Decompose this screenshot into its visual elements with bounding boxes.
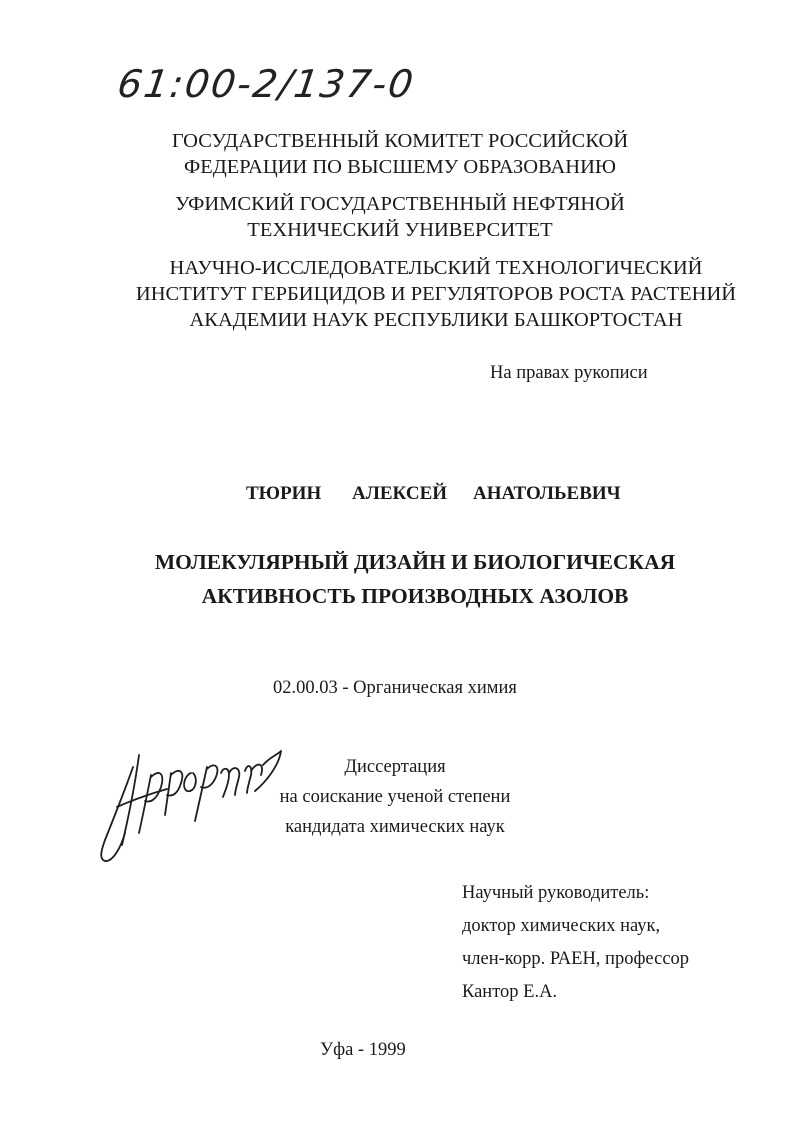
author-surname: ТЮРИН — [246, 483, 322, 504]
dissertation-degree — [240, 752, 550, 842]
organization-line: АКАДЕМИИ НАУК РЕСПУБЛИКИ БАШКОРТОСТАН — [189, 309, 683, 331]
dissertation-title — [100, 545, 730, 613]
organization-line: ГОСУДАРСТВЕННЫЙ КОМИТЕТ РОССИЙСКОЙ — [171, 130, 629, 152]
advisor-line: Научный руководитель: — [462, 883, 650, 903]
title-line: АКТИВНОСТЬ ПРОИЗВОДНЫХ АЗОЛОВ — [201, 584, 629, 608]
advisor-line: член-корр. РАЕН, профессор — [462, 949, 690, 969]
author-patronymic: АНАТОЛЬЕВИЧ — [473, 483, 621, 504]
organization-line: ФЕДЕРАЦИИ ПО ВЫСШЕМУ ОБРАЗОВАНИЮ — [184, 156, 616, 178]
organization-line: ИНСТИТУТ ГЕРБИЦИДОВ И РЕГУЛЯТОРОВ РОСТА РАСТЕНИЙ — [135, 283, 737, 305]
author-name — [0, 483, 793, 509]
archive-code: 61:00-2/137-0 — [114, 62, 418, 106]
author-first-name: АЛЕКСЕЙ — [352, 483, 448, 504]
advisor-line: Кантор Е.А. — [462, 982, 558, 1002]
organization-committee — [150, 128, 650, 180]
degree-line: Диссертация — [344, 757, 446, 777]
organization-institute — [130, 255, 742, 333]
title-line: МОЛЕКУЛЯРНЫЙ ДИЗАЙН И БИОЛОГИЧЕСКАЯ — [154, 550, 676, 574]
city-year: Уфа - 1999 — [320, 1040, 406, 1060]
organization-line: УФИМСКИЙ ГОСУДАРСТВЕННЫЙ НЕФТЯНОЙ — [175, 193, 625, 215]
degree-line: на соискание ученой степени — [279, 787, 511, 807]
degree-line: кандидата химических наук — [285, 817, 505, 837]
rights-note: На правах рукописи — [490, 363, 648, 383]
advisor-line: доктор химических наук, — [462, 916, 661, 936]
specialty-code: 02.00.03 - Органическая химия — [273, 678, 517, 698]
organization-line: ТЕХНИЧЕСКИЙ УНИВЕРСИТЕТ — [247, 219, 553, 241]
scientific-advisor — [462, 877, 689, 1009]
organization-line: НАУЧНО-ИССЛЕДОВАТЕЛЬСКИЙ ТЕХНОЛОГИЧЕСКИЙ — [169, 257, 703, 279]
organization-university — [150, 191, 650, 243]
